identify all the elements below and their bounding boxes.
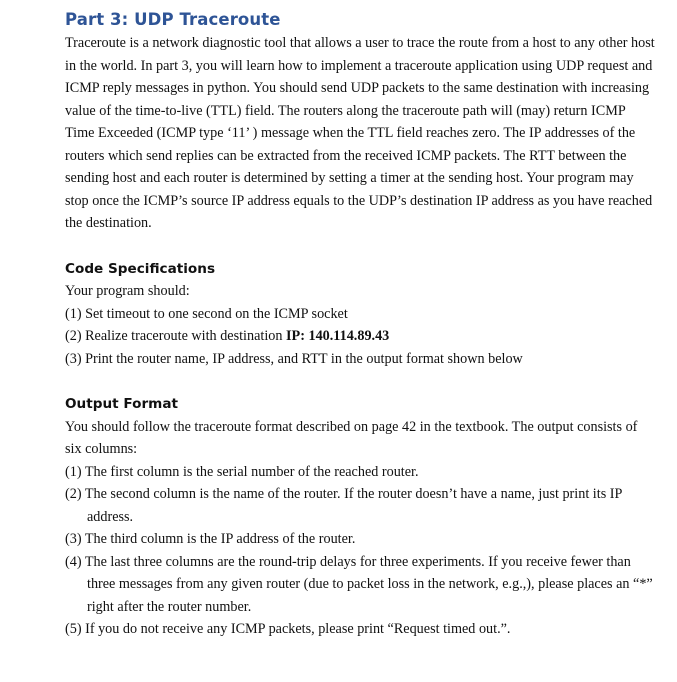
output-format-item: (1) The first column is the serial number of the reached router. <box>65 463 419 480</box>
code-spec-heading: Code Specifications <box>65 260 216 277</box>
section-title: Part 3: UDP Traceroute <box>65 10 281 29</box>
code-spec-item-text: (2) Realize traceroute with destination <box>65 328 287 344</box>
output-format-heading: Output Format <box>65 396 178 412</box>
output-format-item: (4) The last three columns are the round-trip delays for three experiments. If you receive fewer than three messages from any given router (due to packet loss in the network, e.g.,), please places an “*” right after the router number. <box>65 553 653 615</box>
code-spec-item <box>65 325 655 348</box>
output-format-item: (5) If you do not receive any ICMP packets, please print “Request timed out.”. <box>65 621 511 637</box>
output-format-item: (2) The second column is the name of the router. If the router doesn’t have a name, just print its IP address. <box>65 486 622 525</box>
code-spec-item: (1) Set timeout to one second on the ICMP socket <box>65 305 348 322</box>
code-spec-item: (3) Print the router name, IP address, and RTT in the output format shown below <box>65 350 523 367</box>
output-format-item: (3) The third column is the IP address of the router. <box>65 531 356 547</box>
destination-ip: IP: 140.114.89.43 <box>286 328 390 344</box>
intro-paragraph: Traceroute is a network diagnostic tool that allows a user to trace the route from a host to any other host in the world. In part 3, you will learn how to implement a traceroute application using UDP request and ICMP reply messages in python. You should send UDP packets to the same destination with increasing value of the time-to-live (TTL) field. The routers along the traceroute path will (may) return ICMP Time Exceeded (ICMP type ‘11’ ) message when the TTL field reaches zero. The IP addresses of the routers which send replies can be extracted from the received ICMP packets. The RTT between the sending host and each router is determined by setting a timer at the sending host. Your program may stop once the ICMP’s source IP address equals to the UDP’s destination IP address as you have reached the destination. <box>65 35 655 231</box>
document-page <box>65 8 655 641</box>
spacer <box>65 370 655 393</box>
output-format-lead: You should follow the traceroute format described on page 42 in the textbook. The output consists of six columns: <box>65 418 638 457</box>
code-spec-lead: Your program should: <box>65 283 190 299</box>
spacer <box>65 235 655 258</box>
